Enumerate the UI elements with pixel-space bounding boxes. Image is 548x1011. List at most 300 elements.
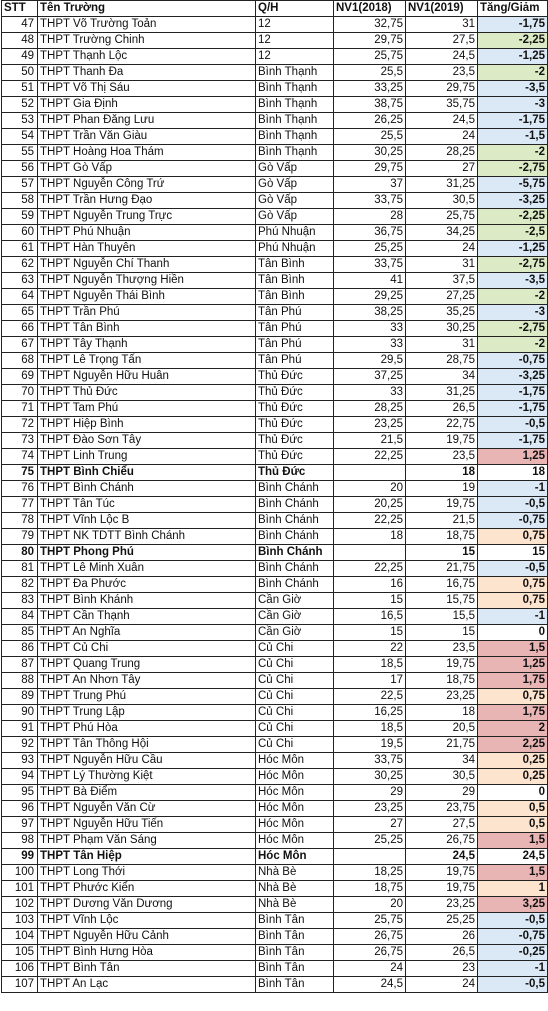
row-nv1-2019: 20,5 <box>406 721 478 737</box>
row-district: Phú Nhuận <box>256 225 334 241</box>
row-change: -0,5 <box>478 913 548 929</box>
table-row <box>2 337 548 353</box>
row-nv1-2018: 32,75 <box>334 17 406 33</box>
table-row <box>2 897 548 913</box>
row-nv1-2019: 19,75 <box>406 497 478 513</box>
row-school-name: THPT Long Thới <box>38 865 256 881</box>
row-nv1-2018: 18,5 <box>334 657 406 673</box>
row-district: Cần Giờ <box>256 625 334 641</box>
row-school-name: THPT Nguyễn Thái Bình <box>38 289 256 305</box>
row-nv1-2019: 23,75 <box>406 801 478 817</box>
table-row <box>2 945 548 961</box>
row-nv1-2018: 33 <box>334 321 406 337</box>
table-row <box>2 225 548 241</box>
row-nv1-2019: 23,25 <box>406 897 478 913</box>
table-row <box>2 449 548 465</box>
row-change: -0,75 <box>478 353 548 369</box>
table-row <box>2 385 548 401</box>
row-stt: 55 <box>2 145 38 161</box>
table-row <box>2 241 548 257</box>
row-nv1-2018: 23,25 <box>334 417 406 433</box>
row-district: Củ Chi <box>256 705 334 721</box>
row-district: Nhà Bè <box>256 897 334 913</box>
row-change: -2 <box>478 289 548 305</box>
table-row <box>2 289 548 305</box>
row-school-name: THPT Phong Phú <box>38 545 256 561</box>
header-nv1-2019: NV1(2019) <box>406 1 478 17</box>
row-change: -1,75 <box>478 433 548 449</box>
row-change: -5,75 <box>478 177 548 193</box>
row-nv1-2019: 28,75 <box>406 353 478 369</box>
row-stt: 68 <box>2 353 38 369</box>
row-stt: 81 <box>2 561 38 577</box>
row-stt: 76 <box>2 481 38 497</box>
row-nv1-2018: 20 <box>334 481 406 497</box>
row-change: 0,25 <box>478 769 548 785</box>
row-nv1-2019: 24,5 <box>406 849 478 865</box>
row-school-name: THPT Tân Bình <box>38 321 256 337</box>
row-change: -1,25 <box>478 49 548 65</box>
row-stt: 105 <box>2 945 38 961</box>
row-stt: 69 <box>2 369 38 385</box>
table-row <box>2 17 548 33</box>
row-school-name: THPT Vĩnh Lộc B <box>38 513 256 529</box>
row-school-name: THPT Trần Hưng Đạo <box>38 193 256 209</box>
row-district: Bình Thạnh <box>256 65 334 81</box>
row-stt: 65 <box>2 305 38 321</box>
row-stt: 96 <box>2 801 38 817</box>
row-school-name: THPT Trung Phú <box>38 689 256 705</box>
row-school-name: THPT Bình Chiểu <box>38 465 256 481</box>
table-row <box>2 929 548 945</box>
row-stt: 74 <box>2 449 38 465</box>
row-change: -3,25 <box>478 369 548 385</box>
header-stt: STT <box>2 1 38 17</box>
row-stt: 97 <box>2 817 38 833</box>
row-district: Thủ Đức <box>256 449 334 465</box>
row-district: Bình Tân <box>256 929 334 945</box>
row-school-name: THPT Bình Tân <box>38 961 256 977</box>
row-stt: 61 <box>2 241 38 257</box>
header-school-name: Tên Trường <box>38 1 256 17</box>
row-school-name: THPT Thủ Đức <box>38 385 256 401</box>
row-school-name: THPT Bình Chánh <box>38 481 256 497</box>
row-nv1-2019: 31 <box>406 17 478 33</box>
row-district: Thủ Đức <box>256 401 334 417</box>
row-stt: 47 <box>2 17 38 33</box>
row-nv1-2019: 25,25 <box>406 913 478 929</box>
row-stt: 83 <box>2 593 38 609</box>
row-nv1-2019: 23,5 <box>406 65 478 81</box>
row-nv1-2018: 18,25 <box>334 865 406 881</box>
row-stt: 78 <box>2 513 38 529</box>
table-row <box>2 49 548 65</box>
row-stt: 85 <box>2 625 38 641</box>
row-school-name: THPT Phan Đăng Lưu <box>38 113 256 129</box>
row-district: Hóc Môn <box>256 833 334 849</box>
row-district: Tân Bình <box>256 257 334 273</box>
row-school-name: THPT Thạnh Lộc <box>38 49 256 65</box>
row-change: 1,5 <box>478 641 548 657</box>
row-change: 1,25 <box>478 449 548 465</box>
row-change: -1 <box>478 609 548 625</box>
table-row <box>2 673 548 689</box>
row-change: 2 <box>478 721 548 737</box>
row-district: Bình Chánh <box>256 481 334 497</box>
table-row <box>2 577 548 593</box>
table-row <box>2 849 548 865</box>
row-district: 12 <box>256 17 334 33</box>
row-nv1-2018: 33,75 <box>334 257 406 273</box>
row-district: Phú Nhuận <box>256 241 334 257</box>
row-nv1-2019: 19,75 <box>406 881 478 897</box>
row-nv1-2019: 24 <box>406 129 478 145</box>
row-district: Gò Vấp <box>256 161 334 177</box>
row-school-name: THPT Nguyễn Chí Thanh <box>38 257 256 273</box>
row-stt: 48 <box>2 33 38 49</box>
row-change: 0,75 <box>478 689 548 705</box>
row-nv1-2018: 38,75 <box>334 97 406 113</box>
table-row <box>2 465 548 481</box>
row-change: 1 <box>478 881 548 897</box>
row-stt: 84 <box>2 609 38 625</box>
row-nv1-2019: 35,75 <box>406 97 478 113</box>
row-district: Thủ Đức <box>256 465 334 481</box>
row-district: Nhà Bè <box>256 865 334 881</box>
header-district: Q/H <box>256 1 334 17</box>
row-change: -3 <box>478 305 548 321</box>
table-row <box>2 273 548 289</box>
scores-table <box>1 0 548 993</box>
table-row <box>2 545 548 561</box>
row-stt: 63 <box>2 273 38 289</box>
row-change: -0,25 <box>478 945 548 961</box>
row-district: Gò Vấp <box>256 193 334 209</box>
row-nv1-2018: 26,75 <box>334 929 406 945</box>
row-nv1-2019: 30,25 <box>406 321 478 337</box>
row-school-name: THPT Quang Trung <box>38 657 256 673</box>
row-nv1-2019: 31,25 <box>406 385 478 401</box>
row-school-name: THPT Võ Thị Sáu <box>38 81 256 97</box>
row-change: 24,5 <box>478 849 548 865</box>
table-row <box>2 737 548 753</box>
row-school-name: THPT Vĩnh Lộc <box>38 913 256 929</box>
row-district: Thủ Đức <box>256 433 334 449</box>
row-nv1-2018: 33,75 <box>334 753 406 769</box>
row-change: -3,5 <box>478 273 548 289</box>
table-row <box>2 593 548 609</box>
row-school-name: THPT Lê Minh Xuân <box>38 561 256 577</box>
row-nv1-2018: 15 <box>334 593 406 609</box>
row-nv1-2018: 18 <box>334 529 406 545</box>
row-nv1-2019: 16,75 <box>406 577 478 593</box>
row-change: 0 <box>478 785 548 801</box>
row-nv1-2018: 15 <box>334 625 406 641</box>
row-change: -0,5 <box>478 417 548 433</box>
row-district: Tân Phú <box>256 321 334 337</box>
row-nv1-2019: 26,5 <box>406 401 478 417</box>
row-change: 2,25 <box>478 737 548 753</box>
row-school-name: THPT Lý Thường Kiệt <box>38 769 256 785</box>
header-row <box>2 1 548 17</box>
row-nv1-2018: 37,25 <box>334 369 406 385</box>
row-district: Bình Chánh <box>256 561 334 577</box>
row-nv1-2018: 26,75 <box>334 945 406 961</box>
table-row <box>2 721 548 737</box>
table-row <box>2 817 548 833</box>
row-stt: 102 <box>2 897 38 913</box>
row-district: Hóc Môn <box>256 753 334 769</box>
row-school-name: THPT Bình Hưng Hòa <box>38 945 256 961</box>
row-stt: 54 <box>2 129 38 145</box>
row-change: -3,25 <box>478 193 548 209</box>
row-change: -1 <box>478 481 548 497</box>
row-change: -1,25 <box>478 241 548 257</box>
row-change: -1,75 <box>478 113 548 129</box>
row-nv1-2019: 22,75 <box>406 417 478 433</box>
row-nv1-2019: 29 <box>406 785 478 801</box>
row-stt: 77 <box>2 497 38 513</box>
row-school-name: THPT Gia Định <box>38 97 256 113</box>
row-stt: 64 <box>2 289 38 305</box>
row-nv1-2019: 31,25 <box>406 177 478 193</box>
row-stt: 88 <box>2 673 38 689</box>
table-row <box>2 833 548 849</box>
row-nv1-2018: 17 <box>334 673 406 689</box>
table-row <box>2 913 548 929</box>
row-nv1-2018: 21,5 <box>334 433 406 449</box>
row-stt: 106 <box>2 961 38 977</box>
table-row <box>2 433 548 449</box>
row-stt: 92 <box>2 737 38 753</box>
row-change: -0,75 <box>478 929 548 945</box>
table-row <box>2 529 548 545</box>
row-stt: 50 <box>2 65 38 81</box>
table-row <box>2 81 548 97</box>
row-nv1-2018: 20,25 <box>334 497 406 513</box>
row-district: Cần Giờ <box>256 593 334 609</box>
row-nv1-2019: 31 <box>406 337 478 353</box>
row-district: Bình Chánh <box>256 545 334 561</box>
row-change: 1,5 <box>478 865 548 881</box>
row-nv1-2018: 25,25 <box>334 833 406 849</box>
row-nv1-2018: 25,75 <box>334 49 406 65</box>
row-stt: 98 <box>2 833 38 849</box>
row-nv1-2018: 23,25 <box>334 801 406 817</box>
row-district: Tân Bình <box>256 289 334 305</box>
row-nv1-2019: 24,5 <box>406 113 478 129</box>
row-school-name: THPT Nguyễn Trung Trực <box>38 209 256 225</box>
row-nv1-2018: 22,25 <box>334 513 406 529</box>
row-school-name: THPT Đa Phước <box>38 577 256 593</box>
row-nv1-2019: 26 <box>406 929 478 945</box>
row-stt: 58 <box>2 193 38 209</box>
row-nv1-2018: 18,5 <box>334 721 406 737</box>
row-district: Củ Chi <box>256 673 334 689</box>
row-change: -1,75 <box>478 401 548 417</box>
row-stt: 67 <box>2 337 38 353</box>
row-change: -2 <box>478 337 548 353</box>
row-change: -2 <box>478 65 548 81</box>
row-nv1-2018: 16,5 <box>334 609 406 625</box>
table-row <box>2 977 548 993</box>
row-district: Bình Chánh <box>256 529 334 545</box>
row-change: -1,75 <box>478 17 548 33</box>
row-nv1-2019: 19 <box>406 481 478 497</box>
row-nv1-2019: 27,5 <box>406 33 478 49</box>
row-stt: 56 <box>2 161 38 177</box>
row-change: 1,75 <box>478 673 548 689</box>
table-row <box>2 353 548 369</box>
row-nv1-2018: 37 <box>334 177 406 193</box>
row-school-name: THPT Phú Hòa <box>38 721 256 737</box>
row-stt: 62 <box>2 257 38 273</box>
row-school-name: THPT Dương Văn Dương <box>38 897 256 913</box>
row-change: 1,75 <box>478 705 548 721</box>
table-row <box>2 769 548 785</box>
row-nv1-2019: 30,5 <box>406 193 478 209</box>
row-nv1-2019: 23,5 <box>406 641 478 657</box>
row-change: 1,5 <box>478 833 548 849</box>
row-nv1-2018: 22,5 <box>334 689 406 705</box>
row-nv1-2019: 31 <box>406 257 478 273</box>
row-district: Hóc Môn <box>256 849 334 865</box>
row-nv1-2018 <box>334 849 406 865</box>
row-nv1-2019: 23,5 <box>406 449 478 465</box>
row-change: -0,75 <box>478 513 548 529</box>
row-district: Bình Tân <box>256 945 334 961</box>
row-change: -1,5 <box>478 129 548 145</box>
row-district: Bình Tân <box>256 913 334 929</box>
row-nv1-2018: 18,75 <box>334 881 406 897</box>
row-school-name: THPT Phú Nhuận <box>38 225 256 241</box>
row-nv1-2019: 21,5 <box>406 513 478 529</box>
row-nv1-2018 <box>334 465 406 481</box>
row-district: Gò Vấp <box>256 209 334 225</box>
row-nv1-2018: 26,25 <box>334 113 406 129</box>
row-nv1-2018: 16,25 <box>334 705 406 721</box>
row-stt: 70 <box>2 385 38 401</box>
row-change: -1 <box>478 961 548 977</box>
row-nv1-2018: 33,75 <box>334 193 406 209</box>
row-nv1-2018: 33,25 <box>334 81 406 97</box>
row-nv1-2018: 24,5 <box>334 977 406 993</box>
row-district: Hóc Môn <box>256 801 334 817</box>
row-school-name: THPT Lê Trọng Tấn <box>38 353 256 369</box>
row-nv1-2018: 29,25 <box>334 289 406 305</box>
row-nv1-2019: 35,25 <box>406 305 478 321</box>
table-row <box>2 161 548 177</box>
row-district: 12 <box>256 49 334 65</box>
row-school-name: THPT Đào Sơn Tây <box>38 433 256 449</box>
table-row <box>2 129 548 145</box>
row-school-name: THPT Tam Phú <box>38 401 256 417</box>
row-nv1-2018 <box>334 545 406 561</box>
row-stt: 89 <box>2 689 38 705</box>
row-school-name: THPT Tân Túc <box>38 497 256 513</box>
row-nv1-2019: 18 <box>406 465 478 481</box>
row-district: Bình Tân <box>256 961 334 977</box>
table-row <box>2 705 548 721</box>
table-row <box>2 417 548 433</box>
row-school-name: THPT Võ Trường Toản <box>38 17 256 33</box>
row-nv1-2018: 24 <box>334 961 406 977</box>
row-school-name: THPT Trần Văn Giàu <box>38 129 256 145</box>
table-row <box>2 881 548 897</box>
row-district: Bình Chánh <box>256 577 334 593</box>
row-change: 0,75 <box>478 529 548 545</box>
row-nv1-2019: 23,25 <box>406 689 478 705</box>
row-nv1-2019: 18,75 <box>406 673 478 689</box>
table-row <box>2 753 548 769</box>
row-nv1-2018: 27 <box>334 817 406 833</box>
row-nv1-2018: 22,25 <box>334 561 406 577</box>
row-nv1-2019: 34 <box>406 753 478 769</box>
table-row <box>2 641 548 657</box>
row-school-name: THPT An Nhơn Tây <box>38 673 256 689</box>
row-school-name: THPT Phạm Văn Sáng <box>38 833 256 849</box>
row-school-name: THPT Nguyễn Hữu Cầu <box>38 753 256 769</box>
row-change: 0,5 <box>478 817 548 833</box>
table-row <box>2 305 548 321</box>
row-nv1-2019: 24,5 <box>406 49 478 65</box>
row-district: Hóc Môn <box>256 817 334 833</box>
row-nv1-2018: 25,75 <box>334 913 406 929</box>
table-row <box>2 369 548 385</box>
row-district: Củ Chi <box>256 657 334 673</box>
row-change: 0,5 <box>478 801 548 817</box>
table-row <box>2 865 548 881</box>
row-stt: 104 <box>2 929 38 945</box>
table-row <box>2 657 548 673</box>
row-district: Củ Chi <box>256 737 334 753</box>
row-nv1-2019: 34 <box>406 369 478 385</box>
row-district: Cần Giờ <box>256 609 334 625</box>
table-row <box>2 33 548 49</box>
row-change: 0 <box>478 625 548 641</box>
row-change: -3,5 <box>478 81 548 97</box>
row-school-name: THPT Tây Thạnh <box>38 337 256 353</box>
row-nv1-2019: 19,75 <box>406 433 478 449</box>
row-nv1-2018: 30,25 <box>334 769 406 785</box>
table-row <box>2 97 548 113</box>
row-school-name: THPT Bà Điểm <box>38 785 256 801</box>
row-district: Tân Phú <box>256 305 334 321</box>
row-school-name: THPT An Lạc <box>38 977 256 993</box>
row-nv1-2019: 37,5 <box>406 273 478 289</box>
row-stt: 82 <box>2 577 38 593</box>
row-stt: 100 <box>2 865 38 881</box>
row-school-name: THPT Thanh Đa <box>38 65 256 81</box>
row-nv1-2019: 30,5 <box>406 769 478 785</box>
row-change: 1,25 <box>478 657 548 673</box>
row-nv1-2019: 15,5 <box>406 609 478 625</box>
row-school-name: THPT Nguyễn Thượng Hiền <box>38 273 256 289</box>
table-row <box>2 113 548 129</box>
row-nv1-2018: 29,75 <box>334 33 406 49</box>
table-row <box>2 145 548 161</box>
table-row <box>2 609 548 625</box>
row-school-name: THPT Nguyễn Hữu Cảnh <box>38 929 256 945</box>
row-stt: 107 <box>2 977 38 993</box>
row-stt: 51 <box>2 81 38 97</box>
row-change: -2,75 <box>478 321 548 337</box>
row-stt: 95 <box>2 785 38 801</box>
row-nv1-2019: 24 <box>406 241 478 257</box>
row-change: -3 <box>478 97 548 113</box>
row-nv1-2018: 29 <box>334 785 406 801</box>
row-stt: 94 <box>2 769 38 785</box>
